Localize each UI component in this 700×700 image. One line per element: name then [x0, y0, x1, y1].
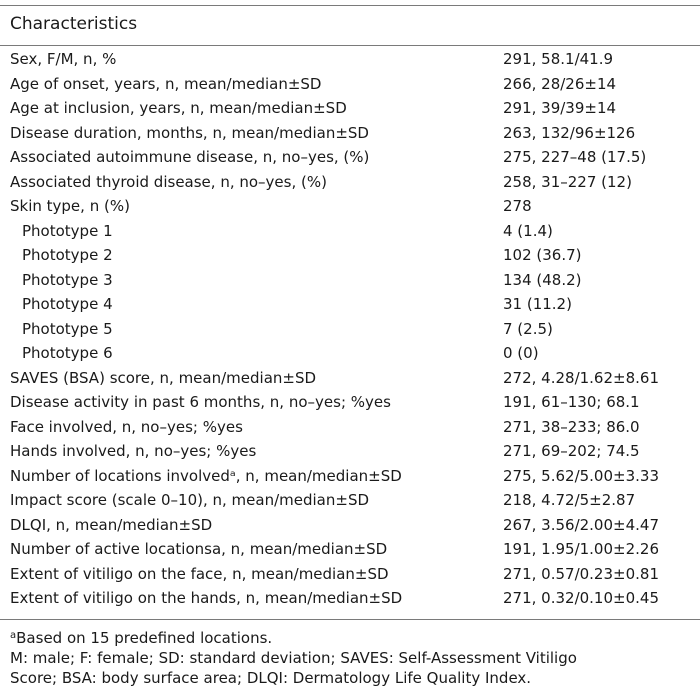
table-row — [0, 243, 700, 268]
abbreviations-line-2: Score; BSA: body surface area; DLQI: Dermatology Life Quality Index. — [10, 669, 532, 687]
table-row — [0, 72, 700, 97]
table-row — [0, 488, 700, 513]
row-label: Disease activity in past 6 months, n, no–yes; %yes — [10, 393, 391, 412]
table-row — [0, 439, 700, 464]
row-label: Hands involved, n, no–yes; %yes — [10, 442, 257, 461]
table-row — [0, 121, 700, 146]
table-row — [0, 464, 700, 489]
table-row — [0, 341, 700, 366]
row-value: 271, 38–233; 86.0 — [503, 417, 640, 436]
row-label: Number of locations involvedᵃ, n, mean/median±SD — [10, 466, 402, 485]
row-value: 263, 132/96±126 — [503, 123, 636, 142]
row-label: Associated thyroid disease, n, no–yes, (%) — [10, 172, 327, 191]
row-label: Disease duration, months, n, mean/median±SD — [10, 123, 369, 142]
table-row — [0, 292, 700, 317]
row-value: 218, 4.72/5±2.87 — [503, 491, 636, 510]
row-label: Number of active locationsa, n, mean/median±SD — [10, 540, 388, 559]
column-header: Characteristics — [10, 14, 138, 34]
row-value: 258, 31–227 (12) — [503, 172, 632, 191]
table-row — [0, 96, 700, 121]
row-value: 275, 227–48 (17.5) — [503, 148, 647, 167]
row-label: DLQI, n, mean/median±SD — [10, 515, 213, 534]
bottom-rule — [0, 619, 700, 620]
row-value: 4 (1.4) — [503, 221, 553, 240]
row-value: 271, 69–202; 74.5 — [503, 442, 640, 461]
table-row — [0, 317, 700, 342]
footnote-a-text: Based on 15 predefined locations. — [16, 629, 273, 647]
header-rule — [0, 45, 700, 46]
row-label: Impact score (scale 0–10), n, mean/median±SD — [10, 491, 370, 510]
row-label: Phototype 5 — [22, 319, 113, 338]
footnote-marker: a — [10, 630, 17, 641]
table-row — [0, 586, 700, 611]
row-value: 275, 5.62/5.00±3.33 — [503, 466, 659, 485]
table-row — [0, 170, 700, 195]
row-value: 31 (11.2) — [503, 295, 572, 314]
row-value: 271, 0.57/0.23±0.81 — [503, 564, 659, 583]
row-value: 266, 28/26±14 — [503, 74, 617, 93]
row-label: Phototype 3 — [22, 270, 113, 289]
row-value: 267, 3.56/2.00±4.47 — [503, 515, 659, 534]
table-row — [0, 47, 700, 72]
table-row — [0, 145, 700, 170]
row-label: Phototype 4 — [22, 295, 113, 314]
row-label: Associated autoimmune disease, n, no–yes, (%) — [10, 148, 370, 167]
row-value: 7 (2.5) — [503, 319, 553, 338]
row-label: Extent of vitiligo on the hands, n, mean/median±SD — [10, 589, 403, 608]
row-label: Phototype 1 — [22, 221, 113, 240]
row-label: Age of onset, years, n, mean/median±SD — [10, 74, 322, 93]
row-value: 278 — [503, 197, 532, 216]
row-value: 272, 4.28/1.62±8.61 — [503, 368, 659, 387]
row-value: 271, 0.32/0.10±0.45 — [503, 589, 659, 608]
top-rule — [0, 5, 700, 6]
table-row — [0, 415, 700, 440]
footnote-a — [10, 626, 695, 648]
table-row — [0, 268, 700, 293]
row-label: Sex, F/M, n, % — [10, 50, 117, 68]
table-row — [0, 562, 700, 587]
row-value: 102 (36.7) — [503, 246, 582, 265]
row-label: Extent of vitiligo on the face, n, mean/median±SD — [10, 564, 389, 583]
table-row — [0, 194, 700, 219]
abbreviations-line-1: M: male; F: female; SD: standard deviation; SAVES: Self-Assessment Vitiligo — [10, 649, 577, 667]
row-value: 0 (0) — [503, 344, 539, 363]
row-value: 191, 1.95/1.00±2.26 — [503, 540, 659, 559]
row-label: Phototype 6 — [22, 344, 113, 363]
table-row — [0, 366, 700, 391]
table-row — [0, 390, 700, 415]
row-label: Phototype 2 — [22, 246, 113, 265]
table-row — [0, 219, 700, 244]
row-value: 134 (48.2) — [503, 270, 582, 289]
row-value: 291, 58.1/41.9 — [503, 50, 614, 68]
row-value: 291, 39/39±14 — [503, 99, 617, 118]
row-label: SAVES (BSA) score, n, mean/median±SD — [10, 368, 317, 387]
table-body — [0, 47, 700, 611]
row-label: Age at inclusion, years, n, mean/median±SD — [10, 99, 347, 118]
table-row — [0, 537, 700, 562]
table-footnotes — [10, 626, 695, 688]
row-label: Face involved, n, no–yes; %yes — [10, 417, 243, 436]
row-label: Skin type, n (%) — [10, 197, 130, 216]
row-value: 191, 61–130; 68.1 — [503, 393, 640, 412]
table-row — [0, 513, 700, 538]
